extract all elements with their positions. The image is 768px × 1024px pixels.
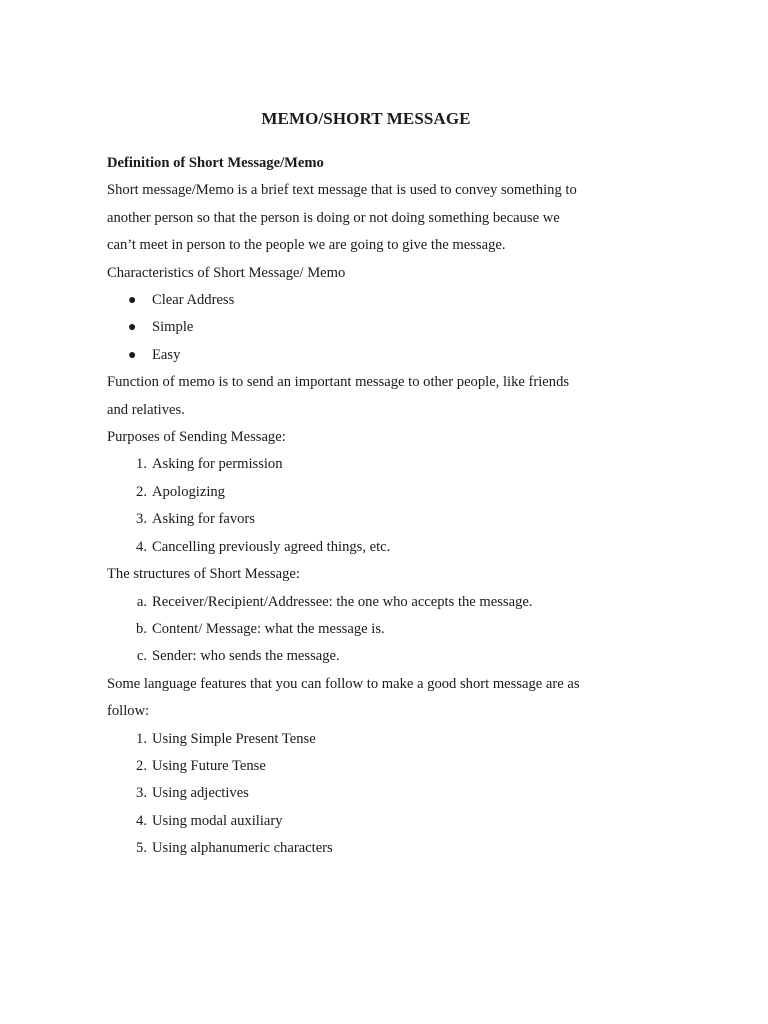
list-item xyxy=(107,753,627,780)
page-title: MEMO/SHORT MESSAGE xyxy=(261,109,471,128)
definition-line: another person so that the person is doing or not doing something because we xyxy=(107,209,560,226)
characteristics-heading: Characteristics of Short Message/ Memo xyxy=(107,264,346,281)
purposes-heading: Purposes of Sending Message: xyxy=(107,429,286,446)
list-item-text: Using Future Tense xyxy=(152,757,266,774)
list-marker: 2. xyxy=(136,757,147,774)
list-item-text: Content/ Message: what the message is. xyxy=(152,620,385,637)
function-line: Function of memo is to send an important message to other people, like friends xyxy=(107,374,570,391)
bullet-icon: ● xyxy=(128,320,137,336)
list-marker: 3. xyxy=(136,511,147,528)
structures-heading: The structures of Short Message: xyxy=(107,566,300,583)
list-marker: 1. xyxy=(136,730,147,747)
list-item xyxy=(107,589,627,616)
list-item-text: Using alphanumeric characters xyxy=(152,840,333,857)
language-line: Some language features that you can follow to make a good short message are as xyxy=(107,675,580,692)
document-body xyxy=(107,150,627,863)
list-marker: 4. xyxy=(136,538,147,555)
bullet-icon: ● xyxy=(128,347,137,363)
list-item-text: Clear Address xyxy=(152,292,235,309)
list-marker: a. xyxy=(136,593,147,610)
list-item xyxy=(107,479,627,506)
list-item xyxy=(107,616,627,643)
list-marker: 5. xyxy=(136,840,147,857)
list-item-text: Asking for permission xyxy=(152,456,283,473)
list-item xyxy=(107,835,627,862)
definition-heading: Definition of Short Message/Memo xyxy=(107,155,324,171)
list-marker: c. xyxy=(136,648,147,665)
list-item-text: Using adjectives xyxy=(152,785,249,802)
list-item xyxy=(107,808,627,835)
list-item xyxy=(107,314,627,341)
list-item xyxy=(107,534,627,561)
list-marker: 4. xyxy=(136,812,147,829)
list-item xyxy=(107,506,627,533)
list-item-text: Apologizing xyxy=(152,483,225,500)
list-item-text: Using modal auxiliary xyxy=(152,812,283,829)
list-item xyxy=(107,780,627,807)
list-item xyxy=(107,342,627,369)
list-item-text: Simple xyxy=(152,319,194,336)
list-marker: 2. xyxy=(136,483,147,500)
function-line: and relatives. xyxy=(107,401,185,418)
list-item-text: Using Simple Present Tense xyxy=(152,730,316,747)
list-item xyxy=(107,726,627,753)
list-item xyxy=(107,451,627,478)
list-item-text: Sender: who sends the message. xyxy=(152,648,340,665)
list-marker: 3. xyxy=(136,785,147,802)
definition-line: can’t meet in person to the people we are going to give the message. xyxy=(107,237,506,254)
list-marker: 1. xyxy=(136,456,147,473)
list-item xyxy=(107,287,627,314)
list-marker: b. xyxy=(136,620,147,637)
list-item xyxy=(107,643,627,670)
definition-line: Short message/Memo is a brief text message that is used to convey something to xyxy=(107,182,577,199)
list-item-text: Asking for favors xyxy=(152,511,255,528)
language-line: follow: xyxy=(107,703,150,720)
bullet-icon: ● xyxy=(128,293,137,309)
list-item-text: Easy xyxy=(152,346,181,363)
list-item-text: Cancelling previously agreed things, etc. xyxy=(152,538,391,555)
list-item-text: Receiver/Recipient/Addressee: the one who accepts the message. xyxy=(152,593,533,610)
